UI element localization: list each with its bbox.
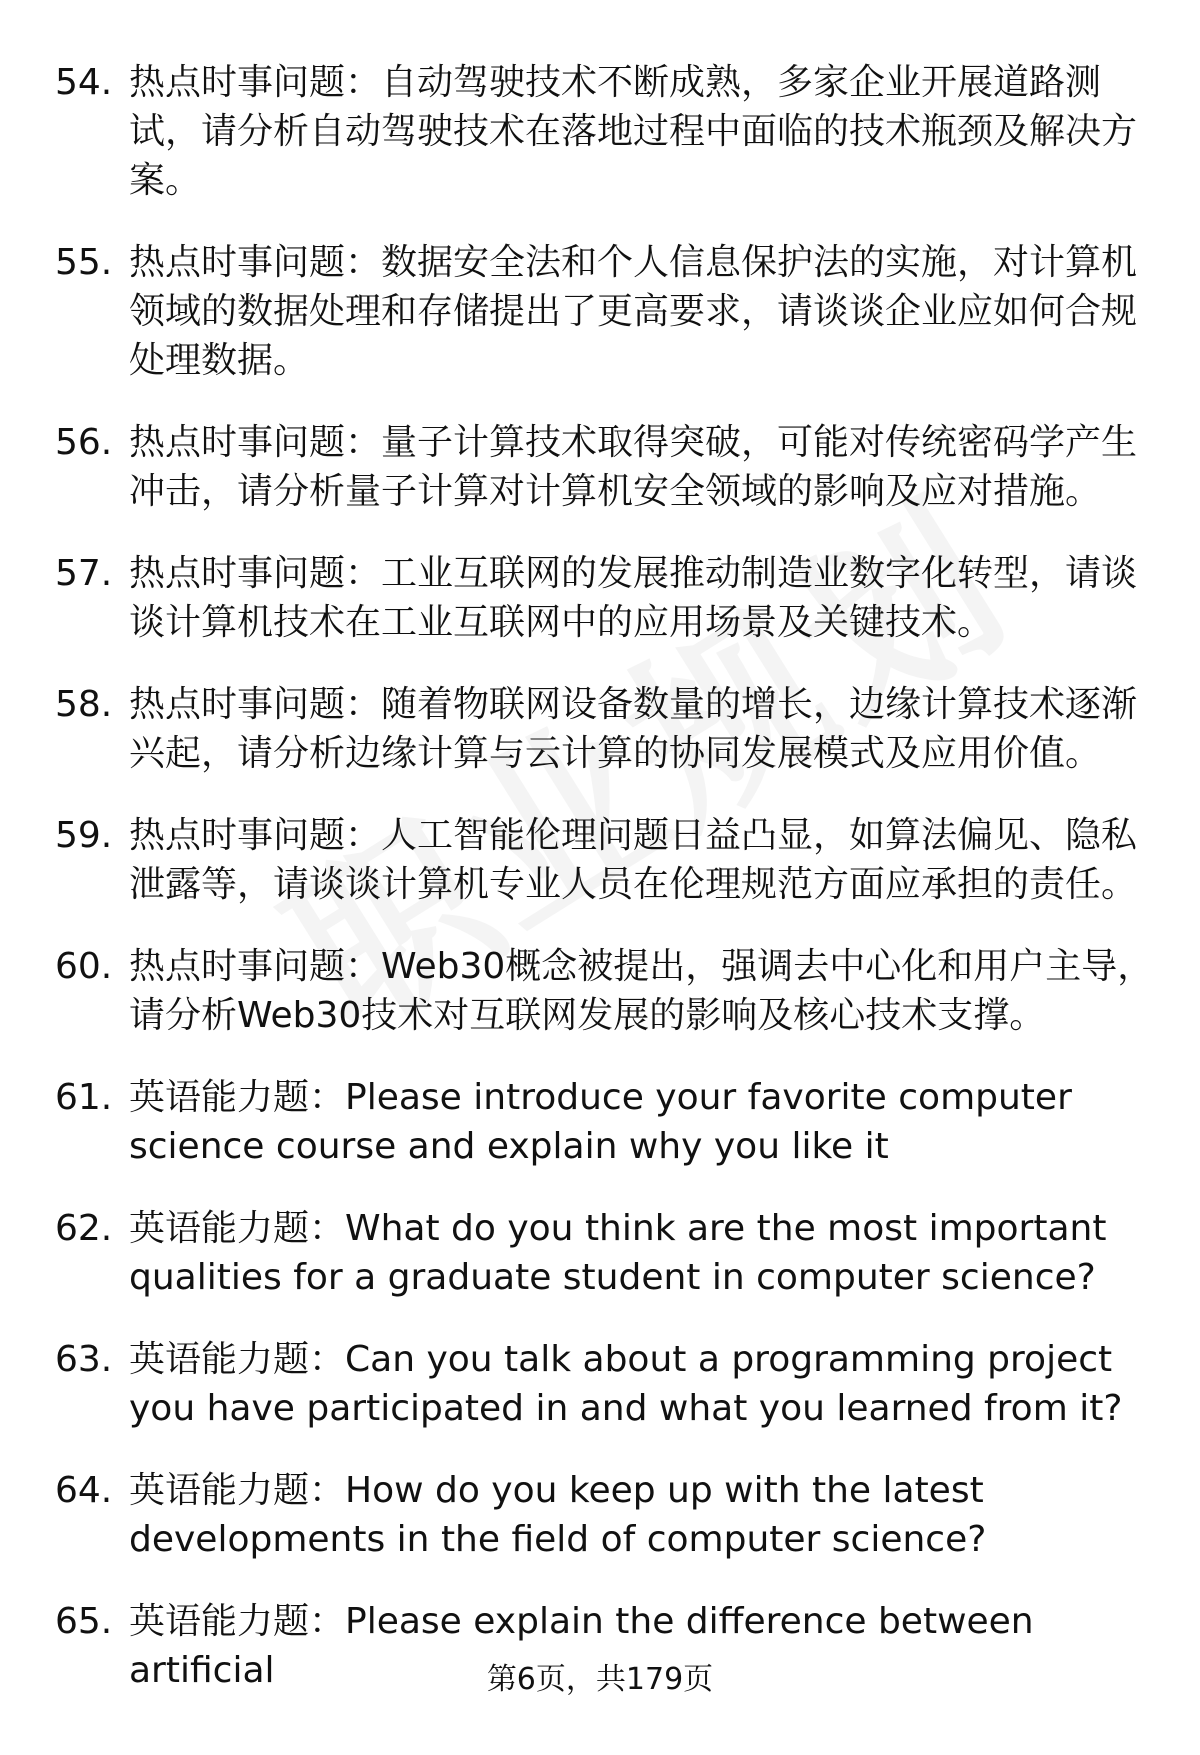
question-item-62 (55, 1204, 1165, 1302)
question-text: 热点时事问题：Web30概念被提出，强调去中心化和用户主导，请分析Web30技术对互联网发展的影响及核心技术支撑。 (129, 946, 1154, 1036)
question-item-58 (55, 680, 1165, 778)
question-number: 59. (55, 815, 113, 856)
question-text: 热点时事问题：自动驾驶技术不断成熟，多家企业开展道路测试，请分析自动驾驶技术在落地过程中面临的技术瓶颈及解决方案。 (129, 62, 1138, 201)
question-item-54 (55, 58, 1165, 205)
question-text: 英语能力题：Can you talk about a programming project you have participated in and what you learned from it? (129, 1339, 1123, 1429)
question-number: 58. (55, 684, 113, 725)
question-text: 热点时事问题：数据安全法和个人信息保护法的实施，对计算机领域的数据处理和存储提出了更高要求，请谈谈企业应如何合规处理数据。 (129, 242, 1138, 381)
question-text: 热点时事问题：随着物联网设备数量的增长，边缘计算技术逐渐兴起，请分析边缘计算与云计算的协同发展模式及应用价值。 (129, 684, 1138, 774)
question-number: 54. (55, 62, 113, 103)
question-number: 60. (55, 946, 113, 987)
question-item-65 (55, 1597, 1165, 1695)
question-number: 64. (55, 1470, 113, 1511)
question-item-64 (55, 1466, 1165, 1564)
question-number: 55. (55, 242, 113, 283)
question-text: 热点时事问题：工业互联网的发展推动制造业数字化转型，请谈谈计算机技术在工业互联网中的应用场景及关键技术。 (129, 553, 1138, 643)
question-number: 62. (55, 1208, 113, 1249)
question-text: 英语能力题：What do you think are the most important qualities for a graduate student in computer science? (129, 1208, 1107, 1298)
page-footer: 第6页，共179页 (486, 1662, 714, 1697)
question-number: 57. (55, 553, 113, 594)
question-text: 英语能力题：Please explain the difference between artificial (129, 1601, 1034, 1691)
question-item-61 (55, 1073, 1165, 1171)
question-item-63 (55, 1335, 1165, 1433)
question-item-57 (55, 549, 1165, 647)
question-number: 63. (55, 1339, 113, 1380)
question-number: 56. (55, 422, 113, 463)
question-item-55 (55, 238, 1165, 385)
question-item-59 (55, 811, 1165, 909)
question-text: 英语能力题：Please introduce your favorite computer science course and explain why you like it (129, 1077, 1072, 1167)
question-item-60 (55, 942, 1165, 1040)
question-text: 热点时事问题：量子计算技术取得突破，可能对传统密码学产生冲击，请分析量子计算对计算机安全领域的影响及应对措施。 (129, 422, 1138, 512)
question-text: 热点时事问题：人工智能伦理问题日益凸显，如算法偏见、隐私泄露等，请谈谈计算机专业人员在伦理规范方面应承担的责任。 (129, 815, 1138, 905)
question-list (55, 58, 1165, 1728)
question-number: 61. (55, 1077, 113, 1118)
question-number: 65. (55, 1601, 113, 1642)
question-text: 英语能力题：How do you keep up with the latest developments in the field of computer science? (129, 1470, 987, 1560)
question-item-56 (55, 418, 1165, 516)
